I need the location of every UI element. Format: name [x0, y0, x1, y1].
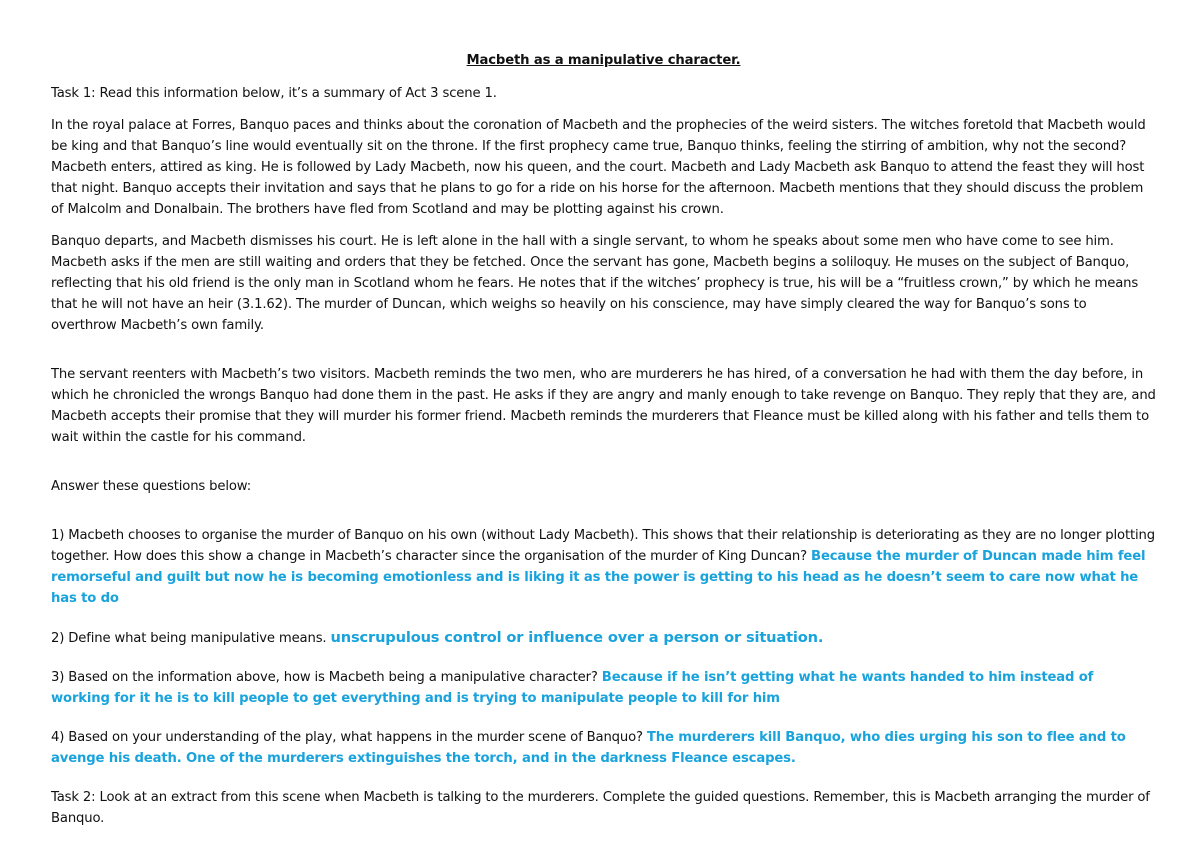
task2-instructions: Task 2: Look at an extract from this scene when Macbeth is talking to the murderers. Complete the guided questions. Remember, this is Macbeth arranging the murder of Banquo. — [51, 790, 1150, 826]
document-title: Macbeth as a manipulative character. — [466, 53, 741, 68]
question-2 — [51, 627, 1156, 649]
question-1-text: 1) Macbeth chooses to organise the murder of Banquo on his own (without Lady Macbeth). This shows that their relationship is deteriorating as they are no longer plotting together. How does this show a change in Macbeth’s character since the organisation of the murder of King Duncan? — [51, 528, 1155, 564]
summary-paragraph-2: Banquo departs, and Macbeth dismisses his court. He is left alone in the hall with a single servant, to whom he speaks about some men who have come to see him. Macbeth asks if the men are still waiting and orders that they be fetched. Once the servant has gone, Macbeth begins a soliloquy. He muses on the subject of Banquo, reflecting that his old friend is the only man in Scotland whom he fears. He notes that if the witches’ prophecy is true, his will be a “fruitless crown,” by which he means that he will not have an heir (3.1.62). The murder of Duncan, which weighs so heavily on his conscience, may have simply cleared the way for Banquo’s sons to overthrow Macbeth’s own family. — [51, 234, 1139, 333]
summary-paragraph-3: The servant reenters with Macbeth’s two visitors. Macbeth reminds the two men, who are murderers he has hired, of a conversation he had with them the day before, in which he chronicled the wrongs Banquo had done them in the past. He asks if they are angry and manly enough to take revenge on Banquo. They reply that they are, and Macbeth accepts their promise that they will murder his former friend. Macbeth reminds the murderers that Fleance must be killed along with his father and tells them to wait within the castle for his command. — [51, 367, 1156, 445]
question-2-answer: unscrupulous control or influence over a person or situation. — [330, 629, 824, 646]
document-page — [51, 50, 1156, 840]
question-3-text: 3) Based on the information above, how is Macbeth being a manipulative character? — [51, 670, 598, 685]
question-3-answer: Because if he isn’t getting what he wants handed to him instead of working for it he is to kill people to get everything and is trying to manipulate people to kill for him — [51, 670, 1094, 706]
summary-paragraph-1: In the royal palace at Forres, Banquo paces and thinks about the coronation of Macbeth and the prophecies of the weird sisters. The witches foretold that Macbeth would be king and that Banquo’s line would eventually sit on the throne. If the first prophecy came true, Banquo thinks, feeling the stirring of ambition, why not the second? Macbeth enters, attired as king. He is followed by Lady Macbeth, now his queen, and the court. Macbeth and Lady Macbeth ask Banquo to attend the feast they will host that night. Banquo accepts their invitation and says that he plans to go for a ride on his horse for the afternoon. Macbeth mentions that they should discuss the problem of Malcolm and Donalbain. The brothers have fled from Scotland and may be plotting against his crown. — [51, 118, 1146, 217]
task1-heading: Task 1: Read this information below, it’s a summary of Act 3 scene 1. — [51, 86, 497, 101]
answer-heading: Answer these questions below: — [51, 479, 251, 494]
question-4-answer: The murderers kill Banquo, who dies urging his son to flee and to avenge his death. One of the murderers extinguishes the torch, and in the darkness Fleance escapes. — [51, 730, 1126, 766]
question-3 — [51, 667, 1156, 709]
question-4 — [51, 727, 1156, 769]
question-2-text: 2) Define what being manipulative means. — [51, 631, 327, 646]
question-1-answer: Because the murder of Duncan made him feel remorseful and guilt but now he is becoming emotionless and is liking it as the power is getting to his head as he doesn’t seem to care now what he has to do — [51, 549, 1146, 606]
question-4-text: 4) Based on your understanding of the play, what happens in the murder scene of Banquo? — [51, 730, 643, 745]
question-1 — [51, 525, 1156, 609]
